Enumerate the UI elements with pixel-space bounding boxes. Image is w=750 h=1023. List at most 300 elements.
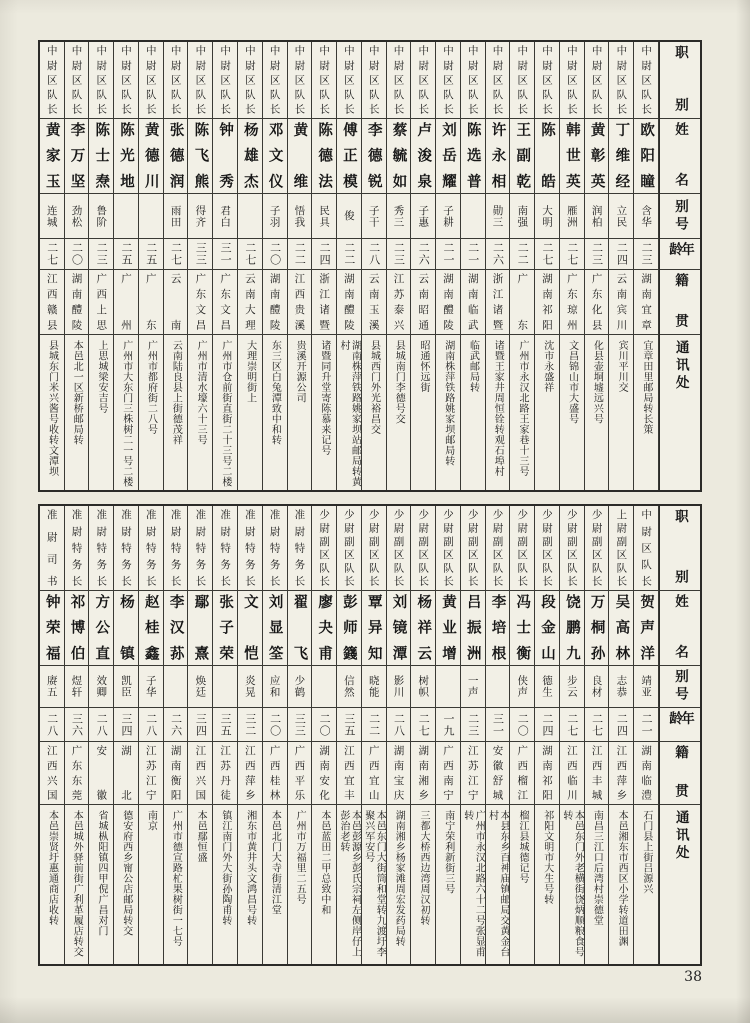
alias-cell-text: 良材 xyxy=(590,675,603,698)
age-cell-text: 三三 xyxy=(194,242,208,266)
rank-cell-text: 中尉区队长 xyxy=(342,45,355,115)
alias-cell xyxy=(510,666,534,708)
native-cell xyxy=(362,270,386,335)
alias-cell-text: 应和 xyxy=(268,675,281,698)
entry-column xyxy=(238,42,263,490)
name-cell xyxy=(362,119,386,194)
address-cell xyxy=(65,805,89,964)
name-cell xyxy=(139,119,163,194)
age-cell xyxy=(40,239,64,270)
header-column xyxy=(659,506,700,964)
age-cell xyxy=(65,708,89,742)
age-cell-text: 二八 xyxy=(367,242,381,266)
name-cell-text: 鄢熹 xyxy=(192,594,209,662)
name-cell-text: 陈皓 xyxy=(539,122,556,190)
rank-cell xyxy=(337,42,361,119)
age-cell xyxy=(213,239,237,270)
native-cell-text: 广东文昌 xyxy=(194,273,207,331)
entry-column xyxy=(114,42,139,490)
name-cell xyxy=(65,591,89,666)
age-cell xyxy=(238,239,262,270)
address-cell-text: 贵溪开源公司 xyxy=(294,340,306,403)
alias-cell-text: 子干 xyxy=(367,204,380,228)
alias-cell-text: 含华 xyxy=(640,204,653,228)
age-cell-text: 二〇 xyxy=(70,242,84,266)
address-cell xyxy=(89,805,113,964)
alias-cell xyxy=(535,194,559,239)
rank-cell-text: 少尉副区队长 xyxy=(491,509,504,587)
address-cell-text: 南京 xyxy=(145,810,157,831)
age-cell-text: 二七 xyxy=(541,242,555,266)
name-cell-text: 杨祥云 xyxy=(415,594,432,662)
name-cell-text: 万桐孙 xyxy=(588,594,605,662)
native-cell-text: 云南大理 xyxy=(243,273,256,331)
rank-cell-text: 中尉区队长 xyxy=(640,509,653,587)
rank-cell xyxy=(461,506,485,591)
alias-cell xyxy=(139,194,163,239)
header-native xyxy=(660,742,700,805)
rank-cell-text: 少尉副区队长 xyxy=(541,509,554,587)
age-cell xyxy=(114,708,138,742)
native-cell xyxy=(89,742,113,805)
name-cell xyxy=(114,119,138,194)
rank-cell-text: 中尉区队长 xyxy=(466,45,479,115)
address-cell xyxy=(461,805,485,964)
address-cell-text: 本邑彭源乡彭氏宗祠左侧岸仔上彭治老转 xyxy=(337,810,361,957)
age-cell xyxy=(461,239,485,270)
age-cell xyxy=(560,239,584,270)
rank-cell-text: 中尉区队长 xyxy=(441,45,454,115)
native-cell xyxy=(164,270,188,335)
native-cell-text: 江西贵溪 xyxy=(293,273,306,331)
entry-column xyxy=(213,506,238,964)
name-cell xyxy=(436,119,460,194)
age-cell-text: 二二 xyxy=(516,242,530,266)
age-cell xyxy=(486,708,510,742)
native-cell-text: 湖南衡阳 xyxy=(169,745,182,801)
rank-cell-text: 中尉区队长 xyxy=(565,45,578,115)
address-cell-text: 石门县上街吕源兴 xyxy=(640,810,652,894)
alias-cell xyxy=(188,666,212,708)
native-cell xyxy=(188,270,212,335)
address-cell-text: 文昌锦山市大盛号 xyxy=(566,340,578,424)
address-cell-text: 本邑崇贤圩惠通商店收转 xyxy=(46,810,58,926)
address-cell-text: 沈市永盛祥 xyxy=(541,340,553,393)
address-cell xyxy=(609,805,633,964)
entry-column xyxy=(486,506,511,964)
name-cell xyxy=(213,119,237,194)
scanned-roster-page xyxy=(38,40,702,966)
alias-cell xyxy=(114,666,138,708)
entry-column xyxy=(263,42,288,490)
address-cell xyxy=(634,335,658,490)
native-cell xyxy=(486,742,510,805)
entry-column xyxy=(40,42,65,490)
age-cell-text: 三一 xyxy=(491,712,505,737)
alias-cell-text: 润柏 xyxy=(590,204,603,228)
address-cell-text: 南昌三江口后湾村崇德堂 xyxy=(591,810,603,926)
native-cell xyxy=(263,270,287,335)
entry-column xyxy=(188,506,213,964)
entry-column xyxy=(461,506,486,964)
age-cell-text: 三二 xyxy=(243,712,257,737)
native-cell-text: 云南 xyxy=(169,273,182,331)
name-cell xyxy=(609,119,633,194)
age-cell xyxy=(164,239,188,270)
name-cell-text: 刘显筌 xyxy=(266,594,283,662)
address-cell-text: 省城枞阳镇四甲倪广昌对门 xyxy=(96,810,108,936)
alias-cell xyxy=(387,666,411,708)
rank-cell-text: 少尉副区队长 xyxy=(342,509,355,587)
name-cell xyxy=(362,591,386,666)
alias-cell-text: 子羽 xyxy=(268,204,281,228)
alias-cell xyxy=(609,194,633,239)
native-cell-text: 湖南祁阳 xyxy=(541,273,554,331)
name-cell xyxy=(585,591,609,666)
rank-cell xyxy=(288,506,312,591)
age-cell-text: 二三 xyxy=(466,712,480,737)
alias-cell-text: 民具 xyxy=(318,204,331,228)
header-alias-text: 别号 xyxy=(672,198,688,234)
header-age xyxy=(660,239,700,270)
address-cell-text: 本邑东门外老横街饶炳顺粮食号转 xyxy=(560,810,584,957)
address-cell xyxy=(609,335,633,490)
native-cell-text: 广东 xyxy=(516,273,529,331)
age-cell-text: 二〇 xyxy=(516,712,530,737)
native-cell xyxy=(238,270,262,335)
native-cell xyxy=(40,270,64,335)
name-cell-text: 李万坚 xyxy=(68,122,85,190)
alias-cell-text: 赓五 xyxy=(45,675,58,698)
rank-cell xyxy=(609,42,633,119)
address-cell xyxy=(411,805,435,964)
alias-cell xyxy=(510,194,534,239)
rank-cell-text: 少尉副区队长 xyxy=(367,509,380,587)
alias-cell-text: 焕廷 xyxy=(194,675,207,698)
rank-cell-text: 准尉特务长 xyxy=(95,509,108,587)
alias-cell xyxy=(461,666,485,708)
header-alias xyxy=(660,666,700,708)
rank-cell-text: 中尉区队长 xyxy=(144,45,157,115)
native-cell-text: 江西临川 xyxy=(565,745,578,801)
rank-cell xyxy=(510,506,534,591)
native-cell-text: 云南昭通 xyxy=(417,273,430,331)
name-cell xyxy=(387,591,411,666)
age-cell-text: 二一 xyxy=(466,242,480,266)
age-cell xyxy=(411,708,435,742)
native-cell-text: 江苏江宁 xyxy=(466,745,479,801)
rank-cell xyxy=(139,42,163,119)
native-cell-text: 广西宜山 xyxy=(367,745,380,801)
address-cell xyxy=(114,805,138,964)
rank-cell-text: 准尉特务长 xyxy=(194,509,207,587)
name-cell-text: 陈飞熊 xyxy=(192,122,209,190)
name-cell xyxy=(89,119,113,194)
age-cell-text: 二七 xyxy=(590,712,604,737)
alias-cell xyxy=(188,194,212,239)
entry-column xyxy=(89,506,114,964)
age-cell xyxy=(65,239,89,270)
native-cell xyxy=(535,742,559,805)
entry-column xyxy=(609,506,634,964)
header-rank-text: 职别 xyxy=(672,509,688,587)
address-cell xyxy=(164,805,188,964)
entry-column xyxy=(486,42,511,490)
address-cell-text: 广州市万福里二五号 xyxy=(294,810,306,905)
rank-cell-text: 少尉副区队长 xyxy=(516,509,529,587)
header-rank xyxy=(660,506,700,591)
age-cell-text: 三五 xyxy=(219,712,233,737)
native-cell-text: 广东东莞 xyxy=(70,745,83,801)
rank-cell-text: 中尉区队长 xyxy=(169,45,182,115)
entry-column xyxy=(436,42,461,490)
address-cell-text: 三都大桥西边湾周汉初转 xyxy=(417,810,429,926)
alias-cell xyxy=(213,194,237,239)
address-cell-text: 东三区白兔潭致中和转 xyxy=(269,340,281,445)
alias-cell-text: 鲁阶 xyxy=(95,204,108,228)
name-cell-text: 祁博伯 xyxy=(68,594,85,662)
native-cell xyxy=(387,742,411,805)
header-address-text: 通讯处 xyxy=(672,340,689,393)
age-cell xyxy=(238,708,262,742)
address-cell xyxy=(89,335,113,490)
name-cell-text: 陈士焘 xyxy=(93,122,110,190)
age-cell-text: 二〇 xyxy=(268,242,282,266)
address-cell-text: 本邑蓝田二甲总致中和 xyxy=(318,810,330,915)
name-cell-text: 傅正模 xyxy=(340,122,357,190)
address-cell xyxy=(362,805,386,964)
name-cell xyxy=(486,591,510,666)
rank-cell xyxy=(634,42,658,119)
name-cell-text: 廖夬甫 xyxy=(316,594,333,662)
native-cell xyxy=(114,742,138,805)
address-cell-text: 上思城梁安吉号 xyxy=(96,340,108,414)
rank-cell xyxy=(510,42,534,119)
address-cell xyxy=(213,805,237,964)
alias-cell xyxy=(164,666,188,708)
native-cell xyxy=(312,270,336,335)
alias-cell-text: 树帜 xyxy=(417,675,430,698)
native-cell-text: 湖南醴陵 xyxy=(441,273,454,331)
address-cell-text: 本县东乡百神庙镇邮局交黄金台村 xyxy=(486,810,510,957)
alias-cell xyxy=(411,194,435,239)
name-cell xyxy=(560,119,584,194)
alias-cell-text: 大明 xyxy=(541,204,554,228)
native-cell-text: 江苏丹徒 xyxy=(219,745,232,801)
rank-cell xyxy=(40,506,64,591)
address-cell xyxy=(40,335,64,490)
address-cell xyxy=(362,335,386,490)
native-cell-text: 云南宾川 xyxy=(615,273,628,331)
alias-cell xyxy=(65,666,89,708)
native-cell-text: 湖南临澧 xyxy=(640,745,653,801)
rank-cell-text: 中尉区队长 xyxy=(640,45,653,115)
age-cell xyxy=(288,239,312,270)
age-cell xyxy=(188,239,212,270)
rank-cell xyxy=(560,506,584,591)
age-cell-text: 二四 xyxy=(615,242,629,266)
rank-cell-text: 中尉区队长 xyxy=(219,45,232,115)
age-cell-text: 二三 xyxy=(640,242,654,266)
rank-cell xyxy=(89,506,113,591)
rank-cell-text: 中尉区队长 xyxy=(120,45,133,115)
alias-cell xyxy=(585,194,609,239)
age-cell-text: 二三 xyxy=(392,242,406,266)
entry-column xyxy=(585,506,610,964)
native-cell xyxy=(139,270,163,335)
rank-cell-text: 少尉副区队长 xyxy=(392,509,405,587)
address-cell-text: 诸暨王家井周恒铨转观石埠村 xyxy=(492,340,504,477)
age-cell xyxy=(387,239,411,270)
alias-cell xyxy=(585,666,609,708)
native-cell-text: 江西丰城 xyxy=(590,745,603,801)
age-cell-text: 二二 xyxy=(293,242,307,266)
address-cell-text: 县城南门李德号交 xyxy=(393,340,405,424)
address-cell xyxy=(312,335,336,490)
address-cell-text: 广州市大东门三株树二一号二楼 xyxy=(120,340,132,487)
entry-column xyxy=(65,506,90,964)
native-cell xyxy=(387,270,411,335)
alias-cell xyxy=(89,194,113,239)
native-cell-text: 湖南湘乡 xyxy=(417,745,430,801)
rank-cell xyxy=(238,506,262,591)
native-cell xyxy=(609,742,633,805)
alias-cell xyxy=(164,194,188,239)
address-cell xyxy=(139,805,163,964)
header-address-text: 通讯处 xyxy=(672,810,689,863)
alias-cell-text: 得齐 xyxy=(194,204,207,228)
address-cell xyxy=(585,335,609,490)
alias-cell xyxy=(609,666,633,708)
native-cell xyxy=(312,742,336,805)
age-cell-text: 二七 xyxy=(45,242,59,266)
address-cell-text: 湖南株萍铁路姚家坝站邮局转黄村 xyxy=(337,340,361,487)
age-cell xyxy=(213,708,237,742)
entry-column xyxy=(139,506,164,964)
name-cell xyxy=(238,119,262,194)
address-cell xyxy=(585,805,609,964)
name-cell-text: 黄德川 xyxy=(142,122,159,190)
alias-cell-text: 凯臣 xyxy=(120,675,133,698)
header-name-text: 姓名 xyxy=(672,122,688,190)
name-cell xyxy=(411,591,435,666)
native-cell xyxy=(263,742,287,805)
name-cell xyxy=(188,119,212,194)
age-cell xyxy=(436,708,460,742)
native-cell xyxy=(89,270,113,335)
rank-cell-text: 中尉区队长 xyxy=(516,45,529,115)
entry-column xyxy=(238,506,263,964)
address-cell xyxy=(560,335,584,490)
native-cell xyxy=(510,270,534,335)
rank-cell xyxy=(213,42,237,119)
name-cell xyxy=(40,119,64,194)
address-cell xyxy=(337,335,361,490)
alias-cell xyxy=(139,666,163,708)
rank-cell xyxy=(609,506,633,591)
age-cell-text: 二八 xyxy=(144,712,158,737)
name-cell-text: 方公直 xyxy=(93,594,110,662)
rank-cell xyxy=(387,42,411,119)
name-cell-text: 李德锐 xyxy=(365,122,382,190)
rank-cell-text: 准尉特务长 xyxy=(243,509,256,587)
native-cell-text: 湖南醴陵 xyxy=(70,273,83,331)
name-cell xyxy=(263,119,287,194)
address-cell-text: 广州市永汉北路王家巷十三号 xyxy=(517,340,529,477)
native-cell xyxy=(535,270,559,335)
rank-cell-text: 中尉区队长 xyxy=(417,45,430,115)
native-cell xyxy=(510,742,534,805)
alias-cell-text: 君白 xyxy=(219,204,232,228)
name-cell xyxy=(585,119,609,194)
alias-cell-text: 影川 xyxy=(392,675,405,698)
native-cell xyxy=(40,742,64,805)
native-cell xyxy=(238,742,262,805)
age-cell-text: 二六 xyxy=(169,712,183,737)
alias-cell xyxy=(65,194,89,239)
age-cell xyxy=(510,708,534,742)
age-cell xyxy=(337,708,361,742)
age-cell xyxy=(164,708,188,742)
rank-cell-text: 中尉区队长 xyxy=(541,45,554,115)
native-cell-text: 广西上思 xyxy=(95,273,108,331)
age-cell-text: 二二 xyxy=(367,712,381,737)
entry-column xyxy=(114,506,139,964)
rank-cell xyxy=(238,42,262,119)
native-cell-text: 广西平乐 xyxy=(293,745,306,801)
address-cell-text: 广州市德宣路杧果树街一七号 xyxy=(170,810,182,947)
address-cell-text: 昭通怀远街 xyxy=(417,340,429,393)
native-cell xyxy=(436,270,460,335)
entry-column xyxy=(634,506,659,964)
name-cell-text: 陈光地 xyxy=(118,122,135,190)
rank-cell-text: 准尉特务长 xyxy=(219,509,232,587)
address-cell xyxy=(263,805,287,964)
rank-cell xyxy=(411,506,435,591)
name-cell xyxy=(139,591,163,666)
entry-column xyxy=(535,42,560,490)
address-cell xyxy=(411,335,435,490)
address-cell xyxy=(238,335,262,490)
age-cell-text: 三三 xyxy=(293,712,307,737)
native-cell-text: 广东 xyxy=(144,273,157,331)
header-native-text: 籍贯 xyxy=(672,745,688,801)
name-cell xyxy=(312,119,336,194)
age-cell-text: 二七 xyxy=(243,242,257,266)
header-rank-text: 职别 xyxy=(672,45,688,115)
rank-cell-text: 准尉特务长 xyxy=(268,509,281,587)
alias-cell-text: 劲松 xyxy=(70,204,83,228)
address-cell xyxy=(337,805,361,964)
native-cell xyxy=(486,270,510,335)
name-cell-text: 许永相 xyxy=(489,122,506,190)
rank-cell xyxy=(337,506,361,591)
age-cell xyxy=(585,239,609,270)
address-cell-text: 广州市永汉北路六十二号张显甫转 xyxy=(461,810,485,957)
age-cell-text: 三五 xyxy=(342,712,356,737)
rank-cell-text: 准尉特务长 xyxy=(120,509,133,587)
age-cell xyxy=(609,239,633,270)
name-cell xyxy=(337,591,361,666)
age-cell-text: 二三 xyxy=(95,242,109,266)
name-cell xyxy=(288,119,312,194)
name-cell-text: 覃异知 xyxy=(365,594,382,662)
native-cell-text: 浙江诸暨 xyxy=(491,273,504,331)
rank-cell xyxy=(436,506,460,591)
address-cell xyxy=(535,335,559,490)
alias-cell xyxy=(486,194,510,239)
alias-cell xyxy=(238,194,262,239)
